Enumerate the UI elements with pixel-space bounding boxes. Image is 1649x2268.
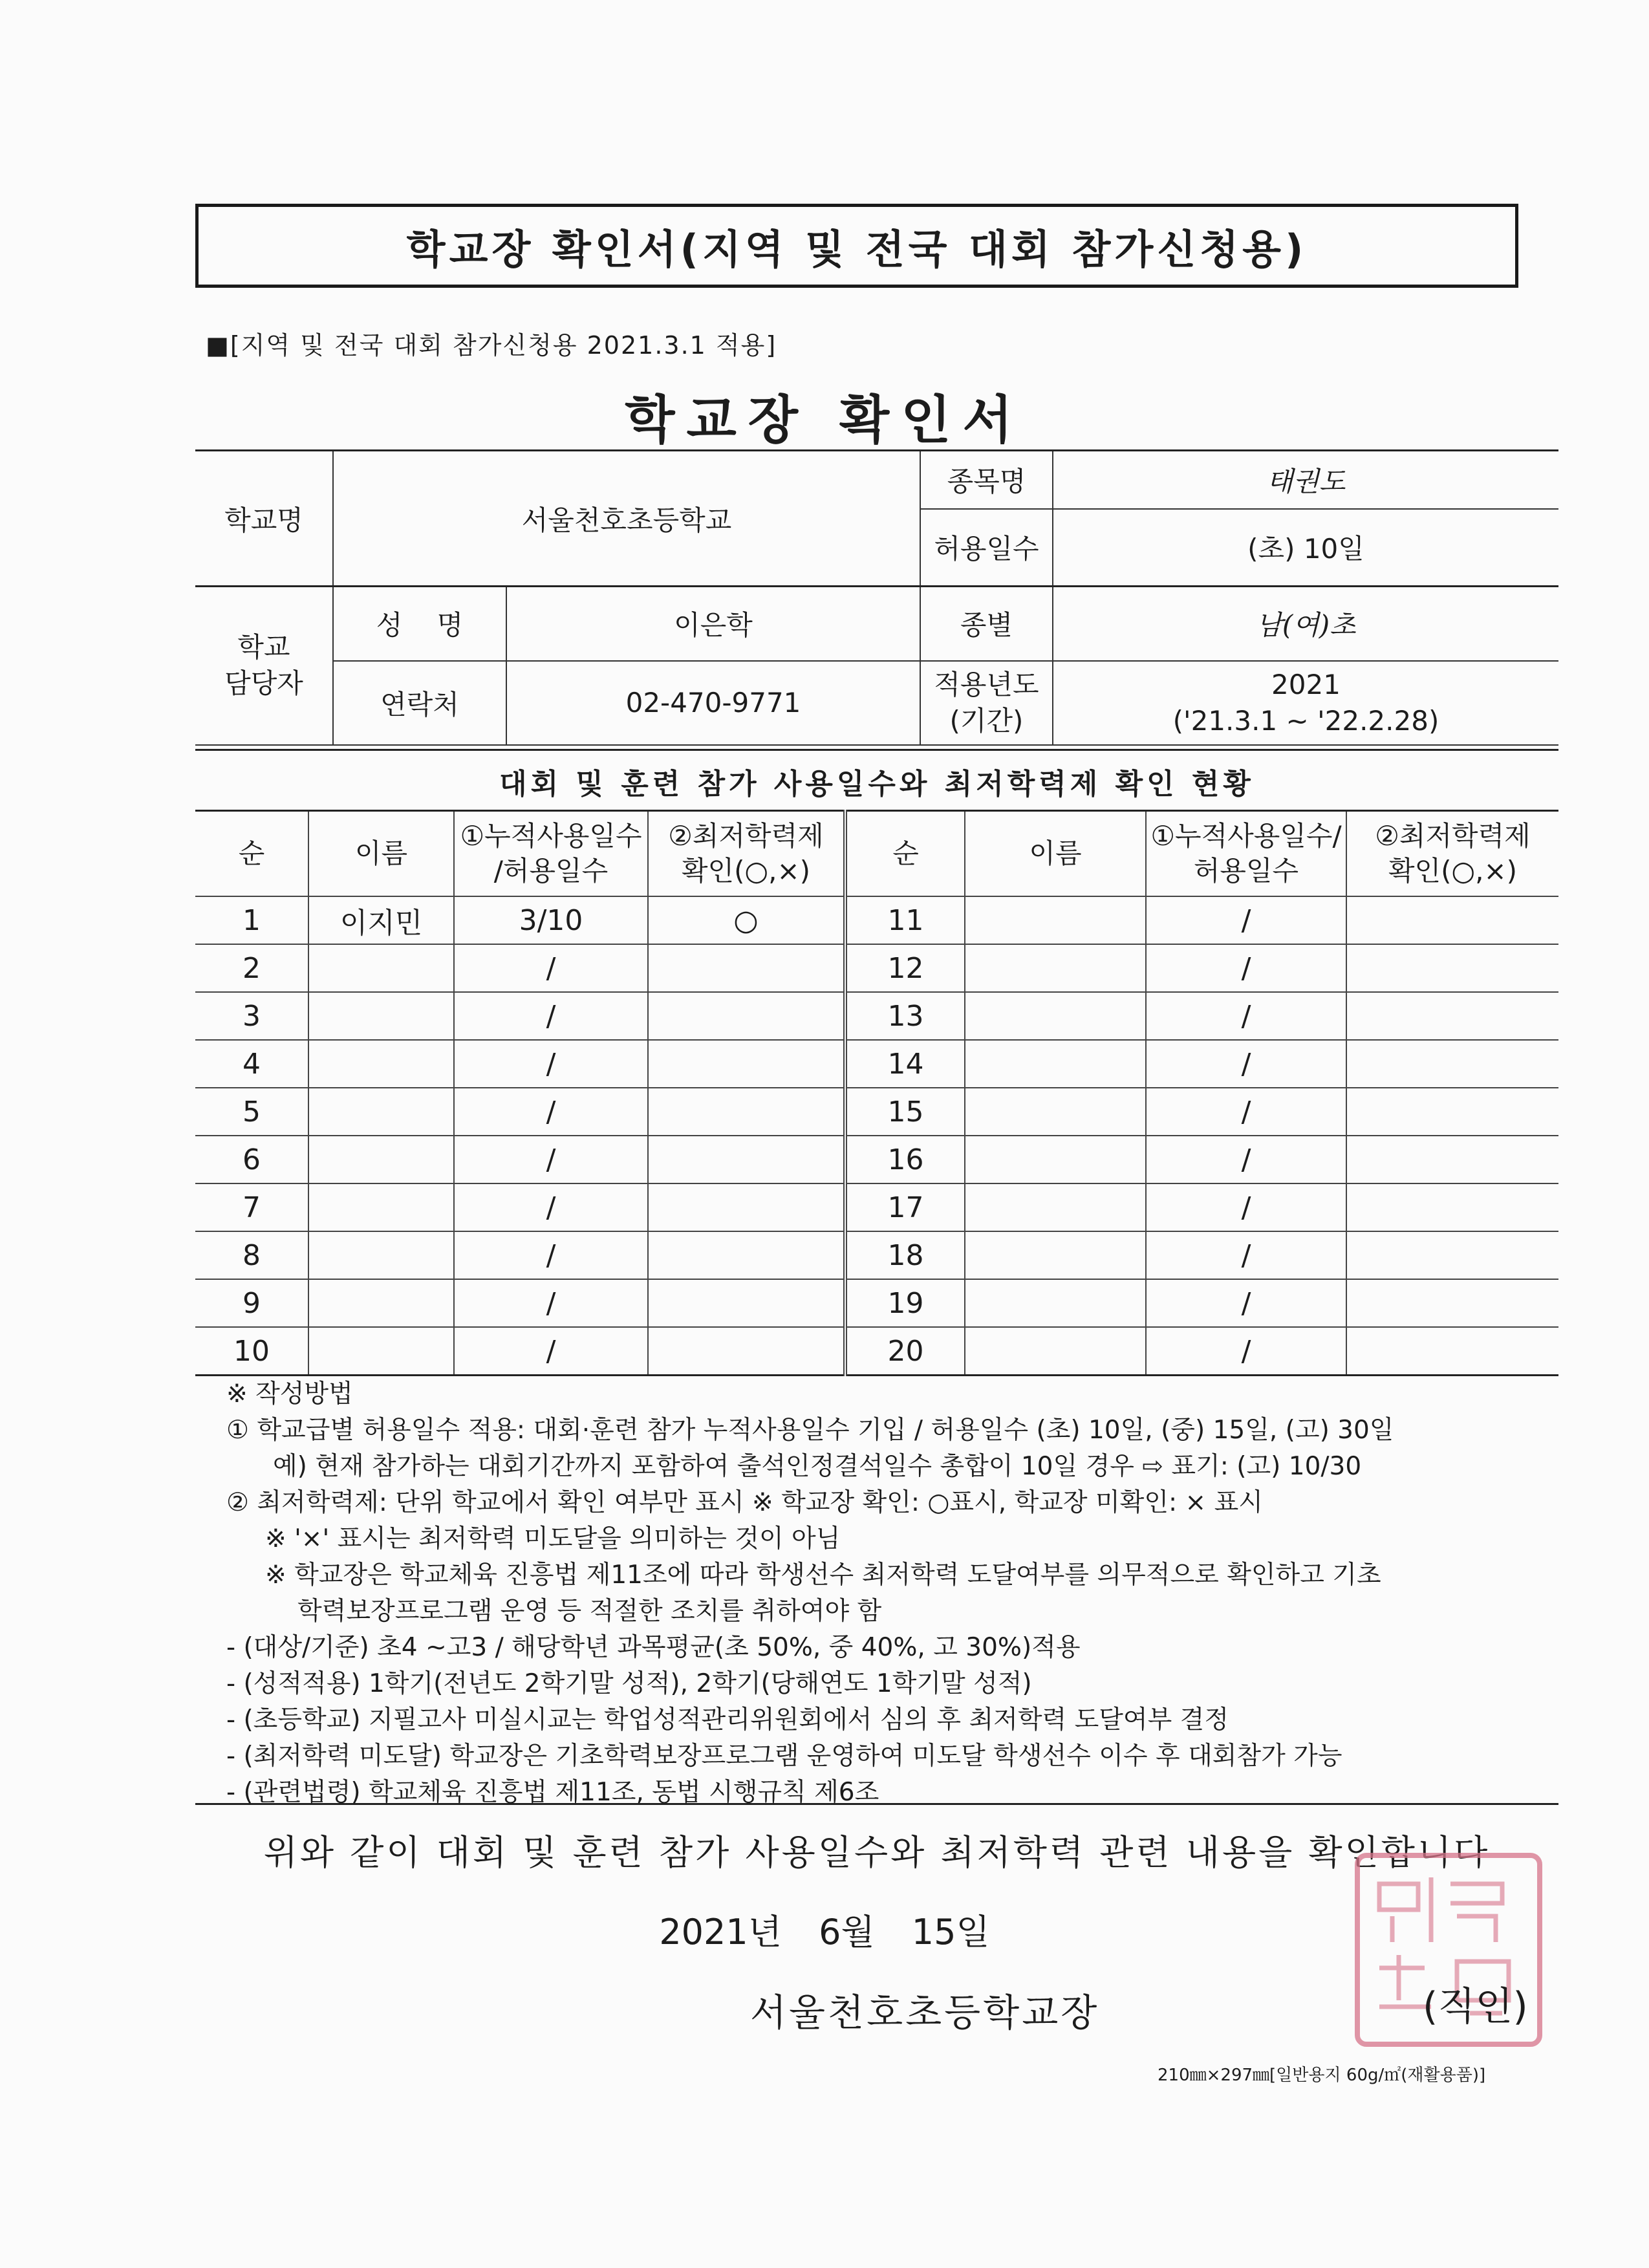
row-check-right xyxy=(1346,1231,1558,1279)
sport-value: 태권도 xyxy=(1053,451,1558,509)
table-row xyxy=(195,944,1558,992)
row-days-right: / xyxy=(1146,1183,1346,1231)
row-check-right xyxy=(1346,1040,1558,1088)
participation-table xyxy=(195,810,1558,1376)
row-check xyxy=(648,1231,845,1279)
row-no: 3 xyxy=(195,992,308,1040)
row-check-right xyxy=(1346,944,1558,992)
row-check-right xyxy=(1346,992,1558,1040)
row-days: / xyxy=(454,944,648,992)
row-no-right: 18 xyxy=(845,1231,965,1279)
instruction-line: ※ '×' 표시는 최저학력 미도달을 의미하는 것이 아님 xyxy=(265,1524,841,1553)
header-days: ①누적사용일수 /허용일수 xyxy=(454,811,648,897)
row-name xyxy=(308,1327,454,1376)
table-row xyxy=(195,992,1558,1040)
row-no-right: 16 xyxy=(845,1136,965,1183)
row-days: / xyxy=(454,1327,648,1376)
header-check: ②최저학력제 확인(○,×) xyxy=(648,811,845,897)
row-days: 3/10 xyxy=(454,896,648,944)
instruction-line: - (대상/기준) 초4 ~고3 / 해당학년 과목평균(초 50%, 중 40%, 고 30%)적용 xyxy=(226,1633,1081,1662)
applicability-note: ■[지역 및 전국 대회 참가신청용 2021.3.1 적용] xyxy=(206,331,777,360)
row-days-right: / xyxy=(1146,1136,1346,1183)
confirmation-text: 위와 같이 대회 및 훈련 참가 사용일수와 최저학력 관련 내용을 확인합니다 xyxy=(263,1832,1491,1873)
row-name xyxy=(308,1279,454,1327)
row-days-right: / xyxy=(1146,1231,1346,1279)
period-value: 2021 ('21.3.1 ~ '22.2.28) xyxy=(1053,661,1558,745)
row-no-right: 20 xyxy=(845,1327,965,1376)
row-days-right: / xyxy=(1146,992,1346,1040)
row-no: 2 xyxy=(195,944,308,992)
manager-name: 이은학 xyxy=(506,587,920,661)
row-days-right: / xyxy=(1146,1088,1346,1136)
row-check-right xyxy=(1346,1136,1558,1183)
row-no-right: 17 xyxy=(845,1183,965,1231)
instruction-line: ※ 학교장은 학교체육 진흥법 제11조에 따라 학생선수 최저학력 도달여부를 의무적으로 확인하고 기초 xyxy=(265,1561,1381,1590)
header-check-right: ②최저학력제 확인(○,×) xyxy=(1346,811,1558,897)
row-name xyxy=(308,944,454,992)
instruction-line: ※ 작성방법 xyxy=(226,1379,353,1409)
row-no-right: 12 xyxy=(845,944,965,992)
row-no-right: 13 xyxy=(845,992,965,1040)
sport-label: 종목명 xyxy=(920,451,1053,509)
row-no: 5 xyxy=(195,1088,308,1136)
row-no: 7 xyxy=(195,1183,308,1231)
row-days: / xyxy=(454,1040,648,1088)
period-label: 적용년도 (기간) xyxy=(920,661,1053,745)
contact-value: 02-470-9771 xyxy=(506,661,920,745)
writing-instructions xyxy=(226,1376,1558,1811)
row-name xyxy=(308,1136,454,1183)
row-no: 4 xyxy=(195,1040,308,1088)
row-no-right: 11 xyxy=(845,896,965,944)
row-no: 6 xyxy=(195,1136,308,1183)
row-check xyxy=(648,1088,845,1136)
section-title: 대회 및 훈련 참가 사용일수와 최저학력제 확인 현황 xyxy=(195,749,1558,812)
row-name: 이지민 xyxy=(308,896,454,944)
row-days: / xyxy=(454,992,648,1040)
row-name-right xyxy=(965,1231,1146,1279)
row-name xyxy=(308,1231,454,1279)
row-check: ○ xyxy=(648,896,845,944)
main-title: 학교장 확인서 xyxy=(625,390,1024,450)
row-name-right xyxy=(965,1088,1146,1136)
contact-label: 연락처 xyxy=(333,661,506,745)
instruction-line: - (초등학교) 지필고사 미실시교는 학업성적관리위원회에서 심의 후 최저학력 도달여부 결정 xyxy=(226,1705,1229,1734)
row-no-right: 19 xyxy=(845,1279,965,1327)
row-check-right xyxy=(1346,1327,1558,1376)
row-name-right xyxy=(965,1327,1146,1376)
row-check-right xyxy=(1346,1088,1558,1136)
seal-label: (직인) xyxy=(1423,1984,1528,2029)
row-check xyxy=(648,1040,845,1088)
row-check xyxy=(648,1327,845,1376)
table-row xyxy=(195,1088,1558,1136)
issue-date: 2021년 6월 15일 xyxy=(659,1912,990,1952)
row-name-right xyxy=(965,1040,1146,1088)
paper-spec: 210㎜×297㎜[일반용지 60g/㎡(재활용품)] xyxy=(1158,2066,1486,2085)
table-row xyxy=(195,1136,1558,1183)
gender-label: 종별 xyxy=(920,587,1053,661)
row-name-right xyxy=(965,992,1146,1040)
row-check-right xyxy=(1346,1183,1558,1231)
instruction-line: - (최저학력 미도달) 학교장은 기초학력보장프로그램 운영하여 미도달 학생선수 이수 후 대회참가 가능 xyxy=(226,1742,1342,1771)
row-no: 10 xyxy=(195,1327,308,1376)
document-title: 학교장 확인서(지역 및 전국 대회 참가신청용) xyxy=(195,204,1518,288)
row-no: 1 xyxy=(195,896,308,944)
row-days: / xyxy=(454,1088,648,1136)
table-row xyxy=(195,1279,1558,1327)
row-days-right: / xyxy=(1146,896,1346,944)
allowed-days-value: (초) 10일 xyxy=(1053,509,1558,587)
row-days: / xyxy=(454,1136,648,1183)
row-days-right: / xyxy=(1146,944,1346,992)
row-name-right xyxy=(965,896,1146,944)
row-name-right xyxy=(965,1183,1146,1231)
footer-divider xyxy=(195,1803,1558,1805)
row-check-right xyxy=(1346,896,1558,944)
row-no: 8 xyxy=(195,1231,308,1279)
table-row xyxy=(195,1327,1558,1376)
row-no: 9 xyxy=(195,1279,308,1327)
row-name-right xyxy=(965,1279,1146,1327)
instruction-line: ② 최저학력제: 단위 학교에서 확인 여부만 표시 ※ 학교장 확인: ○표시, 학교장 미확인: × 표시 xyxy=(226,1488,1263,1517)
instruction-line: - (성적적용) 1학기(전년도 2학기말 성적), 2학기(당해연도 1학기말 성적) xyxy=(226,1669,1032,1698)
row-name xyxy=(308,992,454,1040)
table-row xyxy=(195,1183,1558,1231)
row-days-right: / xyxy=(1146,1327,1346,1376)
row-check xyxy=(648,1183,845,1231)
instruction-line: 예) 현재 참가하는 대회기간까지 포함하여 출석인정결석일수 총합이 10일 경우 ⇨ 표기: (고) 10/30 xyxy=(273,1452,1362,1481)
row-name-right xyxy=(965,944,1146,992)
principal-title: 서울천호초등학교장 xyxy=(750,1991,1100,2035)
instruction-line: ① 학교급별 허용일수 적용: 대회·훈련 참가 누적사용일수 기입 / 허용일수 (초) 10일, (중) 15일, (고) 30일 xyxy=(226,1416,1394,1445)
row-name xyxy=(308,1040,454,1088)
gender-value: 남(여)초 xyxy=(1053,587,1558,661)
row-days: / xyxy=(454,1231,648,1279)
header-days-right: ①누적사용일수/ 허용일수 xyxy=(1146,811,1346,897)
header-name-right: 이름 xyxy=(965,811,1146,897)
instruction-line: 학력보장프로그램 운영 등 적절한 조치를 취하여야 함 xyxy=(297,1597,882,1626)
school-label: 학교명 xyxy=(195,451,333,587)
row-days-right: / xyxy=(1146,1040,1346,1088)
row-no-right: 14 xyxy=(845,1040,965,1088)
row-check xyxy=(648,1279,845,1327)
table-header-row xyxy=(195,811,1558,897)
row-name-right xyxy=(965,1136,1146,1183)
table-row xyxy=(195,896,1558,944)
row-check-right xyxy=(1346,1279,1558,1327)
table-row xyxy=(195,1231,1558,1279)
row-check xyxy=(648,992,845,1040)
instruction-line: - (관련법령) 학교체육 진흥법 제11조, 동법 시행규칙 제6조 xyxy=(226,1778,879,1807)
header-no: 순 xyxy=(195,811,308,897)
row-days: / xyxy=(454,1183,648,1231)
row-check xyxy=(648,944,845,992)
allowed-days-label: 허용일수 xyxy=(920,509,1053,587)
header-no-right: 순 xyxy=(845,811,965,897)
manager-label: 학교 담당자 xyxy=(195,587,333,745)
row-name xyxy=(308,1183,454,1231)
row-no-right: 15 xyxy=(845,1088,965,1136)
row-check xyxy=(648,1136,845,1183)
school-name: 서울천호초등학교 xyxy=(333,451,920,587)
header-name: 이름 xyxy=(308,811,454,897)
table-row xyxy=(195,1040,1558,1088)
name-label: 성 명 xyxy=(333,587,506,661)
row-days: / xyxy=(454,1279,648,1327)
row-name xyxy=(308,1088,454,1136)
row-days-right: / xyxy=(1146,1279,1346,1327)
school-info-table xyxy=(195,449,1558,746)
